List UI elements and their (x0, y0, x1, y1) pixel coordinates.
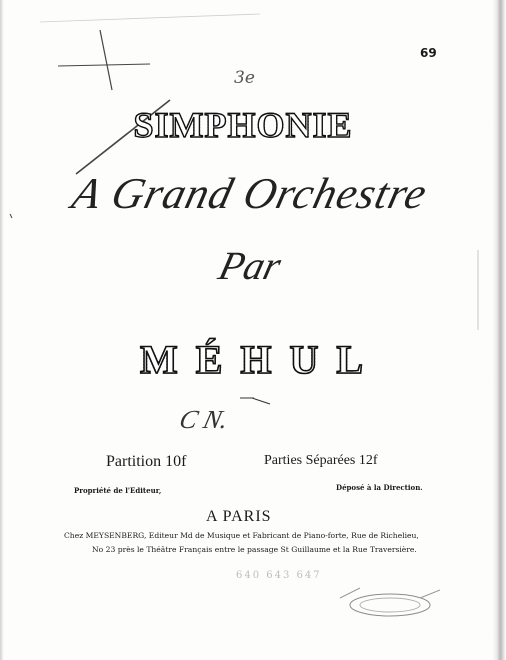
score-price: Partition 10f (106, 453, 187, 470)
publisher-property-note: Propriété de l'Editeur, (74, 486, 162, 495)
page-title: SIMPHONIE (108, 104, 378, 146)
composer-name: MÉHUL (140, 337, 382, 382)
opus-mark: C N. (176, 405, 232, 434)
address-line-2: No 23 près le Théâtre Français entre le passage St Guillaume et la Rue Traversière. (92, 545, 417, 554)
address-line-1: Chez MEYSENBERG, Editeur Md de Musique et Fabricant de Piano-forte, Rue de Richelieu, (64, 531, 419, 540)
title-prefix: 3e (234, 68, 255, 88)
rule-marks (240, 398, 270, 404)
deposit-note: Déposé à la Direction. (336, 483, 423, 492)
library-stamp-icon (340, 588, 440, 616)
plate-numbers: 640 643 647 (236, 570, 322, 581)
city-heading: A PARIS (206, 508, 272, 525)
subtitle: A Grand Orchestre (67, 169, 433, 218)
by-word: Par (214, 243, 286, 288)
page-number: 69 (420, 46, 437, 60)
parts-price: Parties Séparées 12f (264, 453, 378, 468)
